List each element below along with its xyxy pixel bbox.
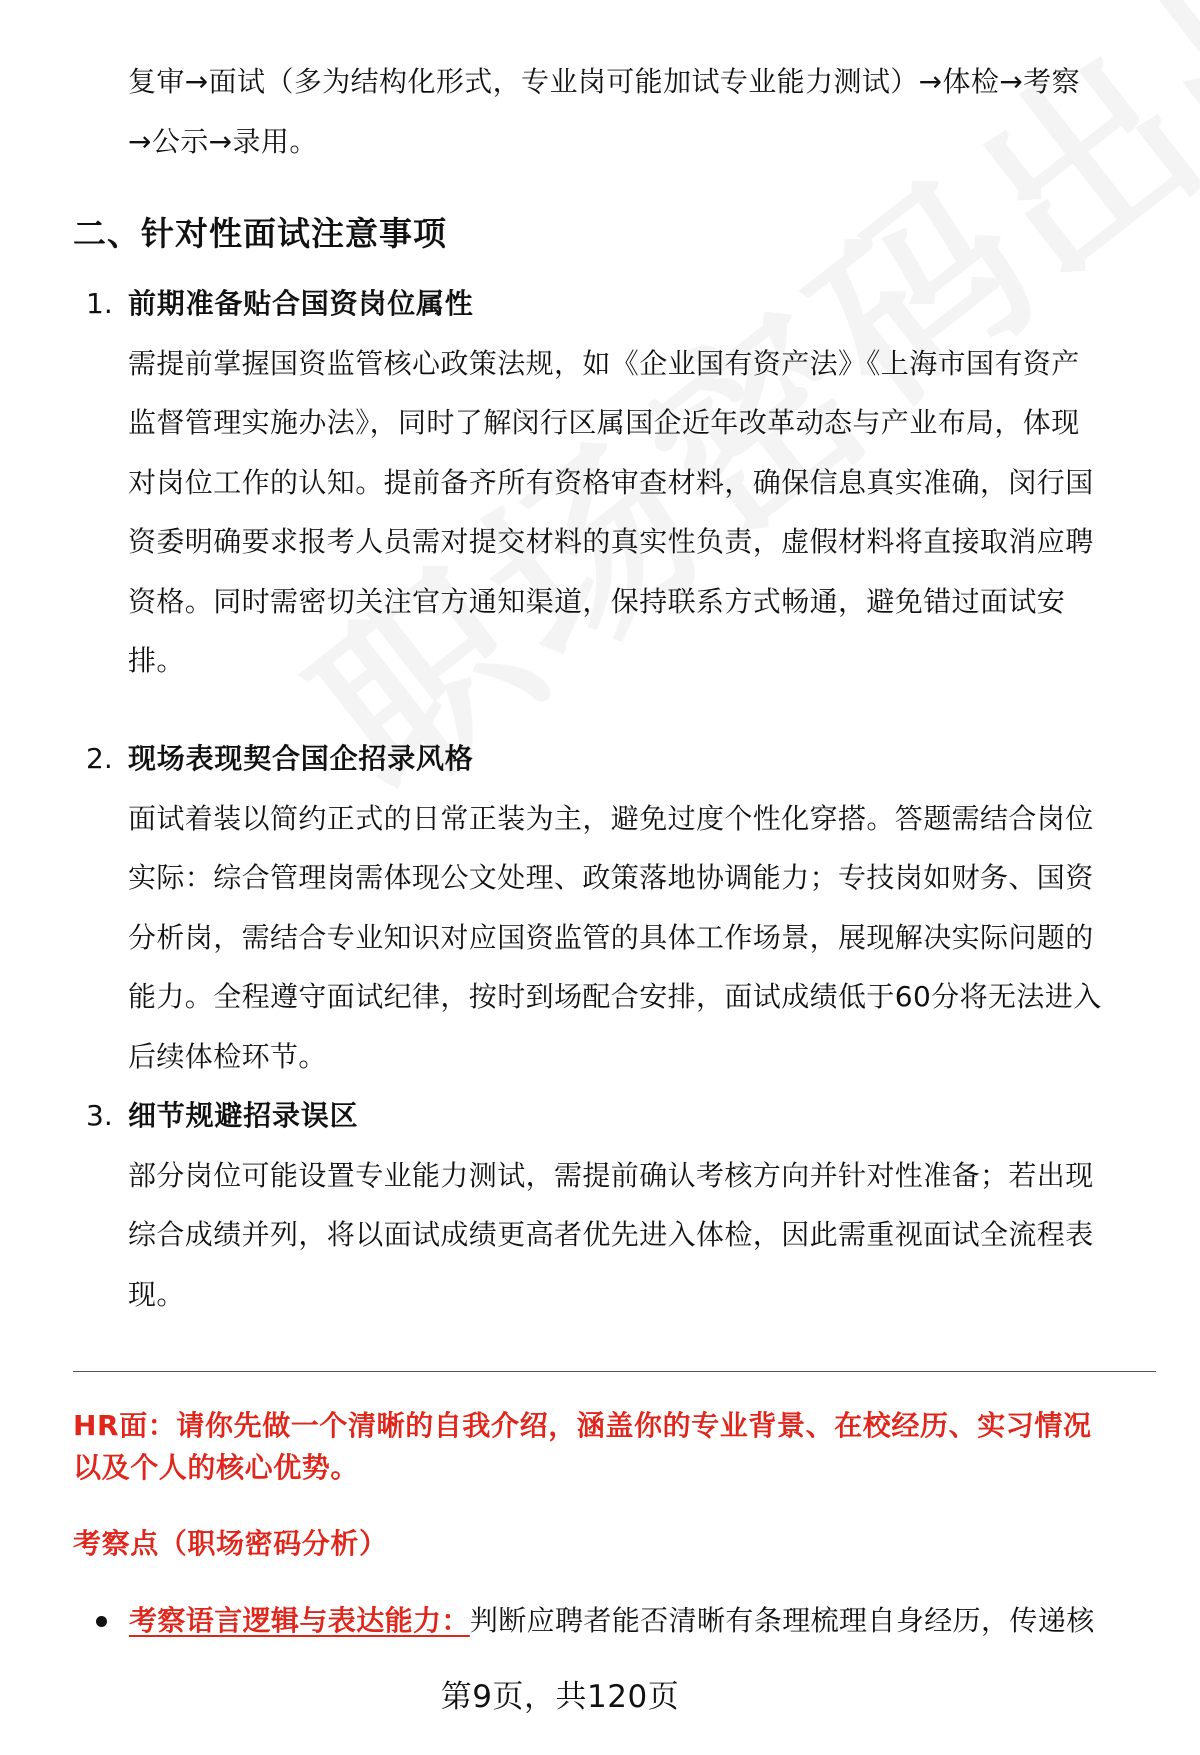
- list-item: [86, 1086, 1148, 1324]
- intro-line: 复审→面试（多为结构化形式，专业岗可能加试专业能力测试）→体检→考察: [128, 65, 1080, 98]
- section-divider: [73, 1371, 1156, 1372]
- paragraph-line: 需提前掌握国资监管核心政策法规，如《企业国有资产法》《上海市国有资产: [128, 346, 1080, 380]
- paragraph-line: 综合成绩并列，将以面试成绩更高者优先进入体检，因此需重视面试全流程表: [128, 1218, 1094, 1251]
- paragraph-line: 部分岗位可能设置专业能力测试，需提前确认考核方向并针对性准备；若出现: [128, 1158, 1094, 1192]
- list-item-header: [86, 274, 1148, 334]
- bullet-label: 考察语言逻辑与表达能力：: [129, 1604, 470, 1637]
- list-item-number: 3.: [86, 1099, 113, 1132]
- paragraph-line: 监督管理实施办法》，同时了解闵行区属国企近年改革动态与产业布局，体现: [128, 406, 1080, 439]
- paragraph-line: 对岗位工作的认知。提前备齐所有资格审查材料，确保信息真实准确，闵行国: [128, 465, 1094, 499]
- list-item-title: 细节规避招录误区: [128, 1099, 359, 1132]
- analysis-bullet: [96, 1598, 1156, 1644]
- list-item-number: 1.: [86, 287, 113, 320]
- list-item: [86, 274, 1148, 691]
- paragraph-line: 能力。全程遵守面试纪律，按时到场配合安排，面试成绩低于60分将无法进入: [128, 980, 1102, 1013]
- list-item-header: [86, 1086, 1148, 1146]
- paragraph-line: 资格。同时需密切关注官方通知渠道，保持联系方式畅通，避免错过面试安: [128, 584, 1066, 618]
- list-item-body: [128, 334, 1148, 691]
- list-item-body: [128, 1146, 1148, 1325]
- paragraph-line: 资委明确要求报考人员需对提交材料的真实性负责，虚假材料将直接取消应聘: [128, 525, 1094, 558]
- bullet-text: 判断应聘者能否清晰有条理梳理自身经历，传递核: [469, 1604, 1095, 1637]
- intro-paragraph: [128, 52, 1148, 171]
- page-number: 第9页，共120页: [440, 1679, 680, 1715]
- paragraph-line: 分析岗，需结合专业知识对应国资监管的具体工作场景，展现解决实际问题的: [128, 920, 1094, 954]
- paragraph-line: 排。: [128, 644, 185, 677]
- list-item-title: 前期准备贴合国资岗位属性: [128, 287, 474, 320]
- paragraph-line: 后续体检环节。: [128, 1039, 327, 1073]
- bullet-dot-icon: [96, 1616, 107, 1627]
- paragraph-line: 实际：综合管理岗需体现公文处理、政策落地协调能力；专技岗如财务、国资: [128, 861, 1094, 894]
- question-line: 以及个人的核心优势。: [73, 1451, 360, 1484]
- list-item-header: [86, 729, 1148, 789]
- question-line: HR面：请你先做一个清晰的自我介绍，涵盖你的专业背景、在校经历、实习情况: [73, 1409, 1092, 1442]
- paragraph-line: 现。: [128, 1277, 185, 1311]
- analysis-title: 考察点（职场密码分析）: [73, 1527, 388, 1560]
- list-item-title: 现场表现契合国企招录风格: [128, 742, 474, 775]
- section-heading: 二、针对性面试注意事项: [73, 214, 447, 253]
- list-item-number: 2.: [86, 742, 113, 775]
- intro-line: →公示→录用。: [128, 124, 318, 158]
- interview-question: [73, 1405, 1153, 1489]
- list-item: [86, 729, 1148, 1086]
- list-item-body: [128, 789, 1148, 1087]
- paragraph-line: 面试着装以简约正式的日常正装为主，避免过度个性化穿搭。答题需结合岗位: [128, 801, 1094, 835]
